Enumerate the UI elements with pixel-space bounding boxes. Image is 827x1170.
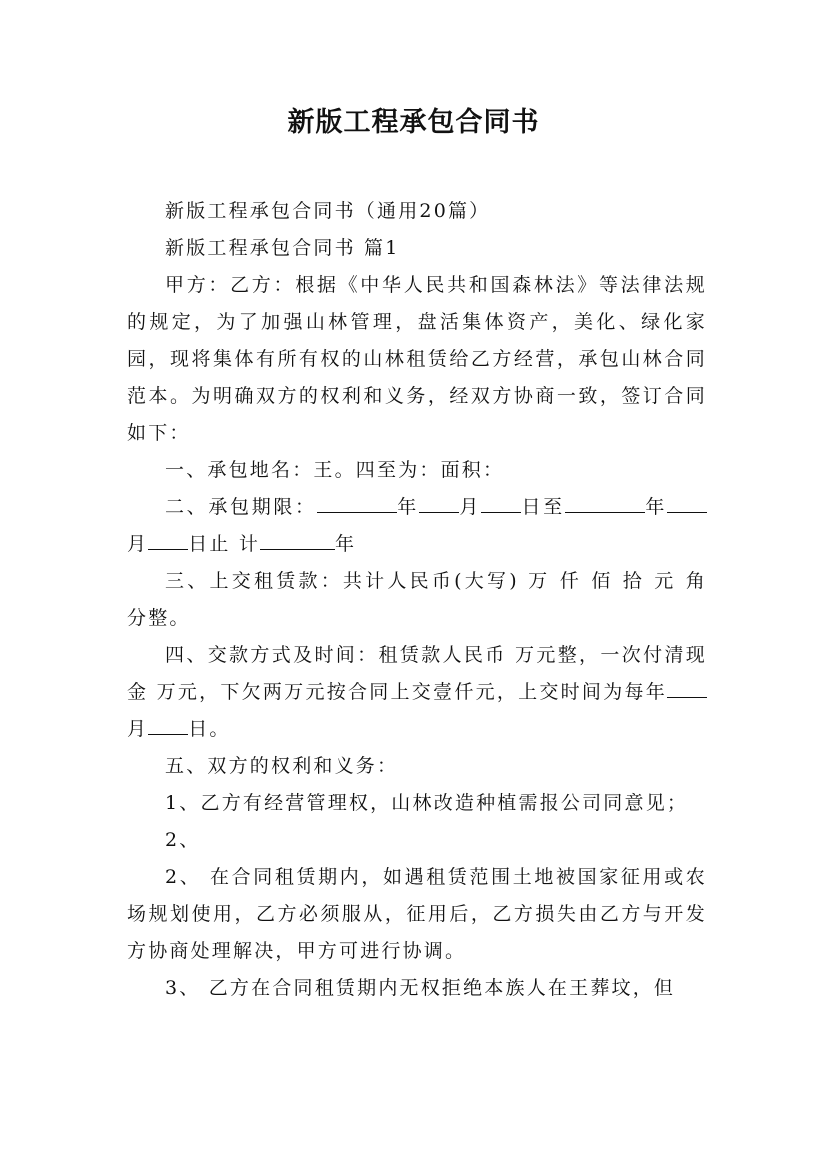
document-body [127, 193, 707, 1007]
day-end-label: 日止 计 [188, 533, 261, 555]
blank-line [148, 712, 188, 735]
month-label: 月 [458, 496, 482, 518]
paragraph-clause-4 [127, 637, 707, 748]
month-label: 月 [127, 718, 149, 740]
paragraph-item-3: 3、 乙方在合同租赁期内无权拒绝本族人在王葬坟，但 [165, 977, 676, 999]
year-label: 年 [644, 496, 668, 518]
blank-line [667, 675, 707, 698]
paragraph-clause-3: 三、上交租赁款：共计人民币(大写) 万 仟 佰 拾 元 角 分整。 [127, 570, 707, 629]
paragraph-clause-5: 五、双方的权利和义务： [165, 755, 399, 777]
document-title: 新版工程承包合同书 [287, 107, 540, 138]
paragraph-clause-2 [127, 489, 707, 563]
blank-line [317, 490, 397, 513]
year-label: 年 [396, 496, 419, 518]
paragraph-clause-1: 一、承包地名：王。四至为：面积： [165, 459, 505, 481]
year-label: 年 [335, 533, 357, 555]
day-to-label: 日至 [521, 496, 565, 518]
clause-4-text: 四、交款方式及时间：租赁款人民币 万元整，一次付清现金 万元，下欠两万元按合同上交壹仟元，上交时间为每年 [127, 644, 707, 703]
paragraph-preamble: 甲方：乙方：根据《中华人民共和国森林法》等法律法规的规定，为了加强山林管理，盘活集体资产，美化、绿化家园，现将集体有所有权的山林租赁给乙方经营，承包山林合同范本。为明确双方的权利和义务，经双方协商一致，签订合同如下： [127, 274, 707, 444]
blank-line [148, 527, 188, 550]
day-label: 日。 [188, 718, 231, 740]
month-label: 月 [127, 533, 149, 555]
blank-line [667, 490, 707, 513]
paragraph-item-2: 2、 在合同租赁期内，如遇租赁范围土地被国家征用或农场规划使用，乙方必须服从，征用后，乙方损失由乙方与开发方协商处理解决，甲方可进行协调。 [127, 866, 707, 962]
paragraph-item-2-empty: 2、 [165, 829, 201, 851]
paragraph-item-1: 1、乙方有经营管理权，山林改造种植需报公司同意见； [165, 792, 689, 814]
blank-line [481, 490, 521, 513]
subtitle-line: 新版工程承包合同书（通用20篇） [165, 200, 491, 222]
blank-line [419, 490, 459, 513]
section-heading: 新版工程承包合同书 篇1 [165, 237, 400, 259]
clause-2-label: 二、承包期限： [165, 496, 317, 518]
blank-line [260, 527, 335, 550]
blank-line [565, 490, 645, 513]
